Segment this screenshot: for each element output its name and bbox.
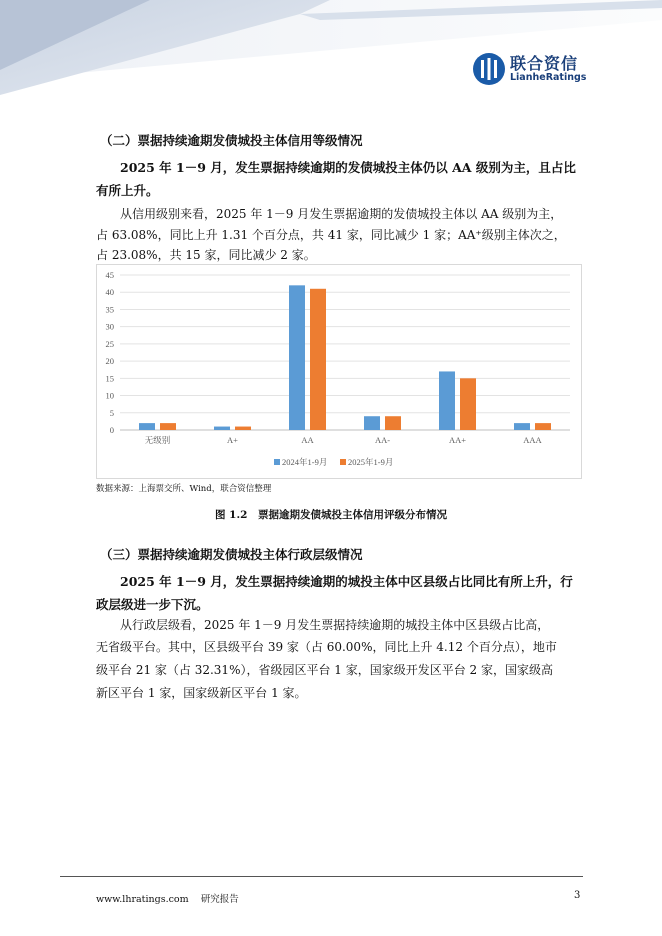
legend-label: 2024年1-9月: [282, 457, 328, 467]
lianhe-logo: [472, 50, 592, 90]
bar: [514, 423, 530, 430]
logo-chinese-name: 联合资信: [510, 54, 579, 73]
y-tick-label: 15: [105, 373, 114, 384]
x-tick-label: AA+: [448, 435, 467, 445]
section2-heading: （二）票据持续逾期发债城投主体信用等级情况: [100, 133, 363, 148]
section3-para-line3: 级平台 21 家（占 32.31%），省级园区平台 1 家，国家级开发区平台 2 家，国家级高: [96, 663, 553, 677]
x-tick-label: AA-: [374, 435, 391, 445]
bar: [460, 378, 476, 430]
bar: [310, 289, 326, 430]
section3-heading: （三）票据持续逾期发债城投主体行政层级情况: [100, 547, 363, 562]
section3-para-line2: 无省级平台。其中，区县级平台 39 家（占 60.00%，同比上升 4.12 个百分点），地市: [96, 640, 557, 654]
y-tick-label: 0: [109, 425, 114, 435]
page-number: 3: [574, 890, 581, 901]
bar: [214, 427, 230, 430]
bar: [139, 423, 155, 430]
chart-frame: [97, 265, 582, 479]
y-tick-label: 35: [105, 304, 114, 315]
x-tick-label: AA: [301, 435, 314, 445]
x-tick-label: A+: [227, 435, 238, 445]
lianhe-logo-icon: [472, 52, 506, 86]
section3-para-line1: 从行政层级看，2025 年 1－9 月发生票据持续逾期的城投主体中区县级占比高，: [120, 618, 550, 632]
bar: [364, 416, 380, 430]
legend-swatch: [274, 459, 280, 465]
section2-para-line1: 从信用级别来看，2025 年 1－9 月发生票据逾期的发债城投主体以 AA 级别为主，: [120, 207, 563, 221]
figure-caption: 图 1.2 票据逾期发债城投主体信用评级分布情况: [215, 509, 447, 521]
section3-para-line4: 新区平台 1 家，国家级新区平台 1 家。: [96, 686, 307, 700]
y-tick-label: 10: [105, 390, 114, 401]
section2-summary-line1: 2025 年 1－9 月，发生票据持续逾期的发债城投主体仍以 AA 级别为主，且占比: [120, 160, 576, 175]
figure-source: 数据来源：上海票交所、Wind，联合资信整理: [96, 484, 272, 494]
y-tick-label: 5: [109, 407, 114, 418]
y-tick-label: 30: [105, 321, 114, 332]
footer-website-link[interactable]: www.lhratings.com: [96, 894, 189, 905]
y-tick-label: 25: [105, 338, 114, 349]
legend-swatch: [340, 459, 346, 465]
section2-para-line2: 占 63.08%，同比上升 1.31 个百分点，共 41 家，同比减少 1 家；AA⁺级别主体次之，: [96, 228, 566, 242]
footer-left: [96, 891, 239, 905]
section3-summary-line2: 政层级进一步下沉。: [96, 597, 209, 612]
bar: [289, 285, 305, 430]
section2-summary-line2: 有所上升。: [96, 183, 159, 198]
rating-distribution-chart: [96, 264, 582, 479]
legend-label: 2025年1-9月: [348, 457, 394, 467]
bar: [439, 371, 455, 430]
bar: [385, 416, 401, 430]
x-tick-label: 无级别: [144, 435, 171, 445]
bar: [160, 423, 176, 430]
section3-summary-line1: 2025 年 1－9 月，发生票据持续逾期的城投主体中区县级占比同比有所上升，行: [120, 574, 573, 589]
bar: [235, 427, 251, 430]
footer-divider: [60, 876, 583, 877]
section2-para-line3: 占 23.08%，共 15 家，同比减少 2 家。: [96, 248, 316, 262]
y-tick-label: 40: [105, 287, 114, 298]
x-tick-label: AAA: [523, 435, 542, 445]
logo-english-name: LianheRatings: [510, 72, 587, 83]
y-tick-label: 45: [105, 270, 114, 280]
footer-doc-type: 研究报告: [200, 894, 239, 905]
bar: [535, 423, 551, 430]
y-tick-label: 20: [105, 356, 114, 367]
